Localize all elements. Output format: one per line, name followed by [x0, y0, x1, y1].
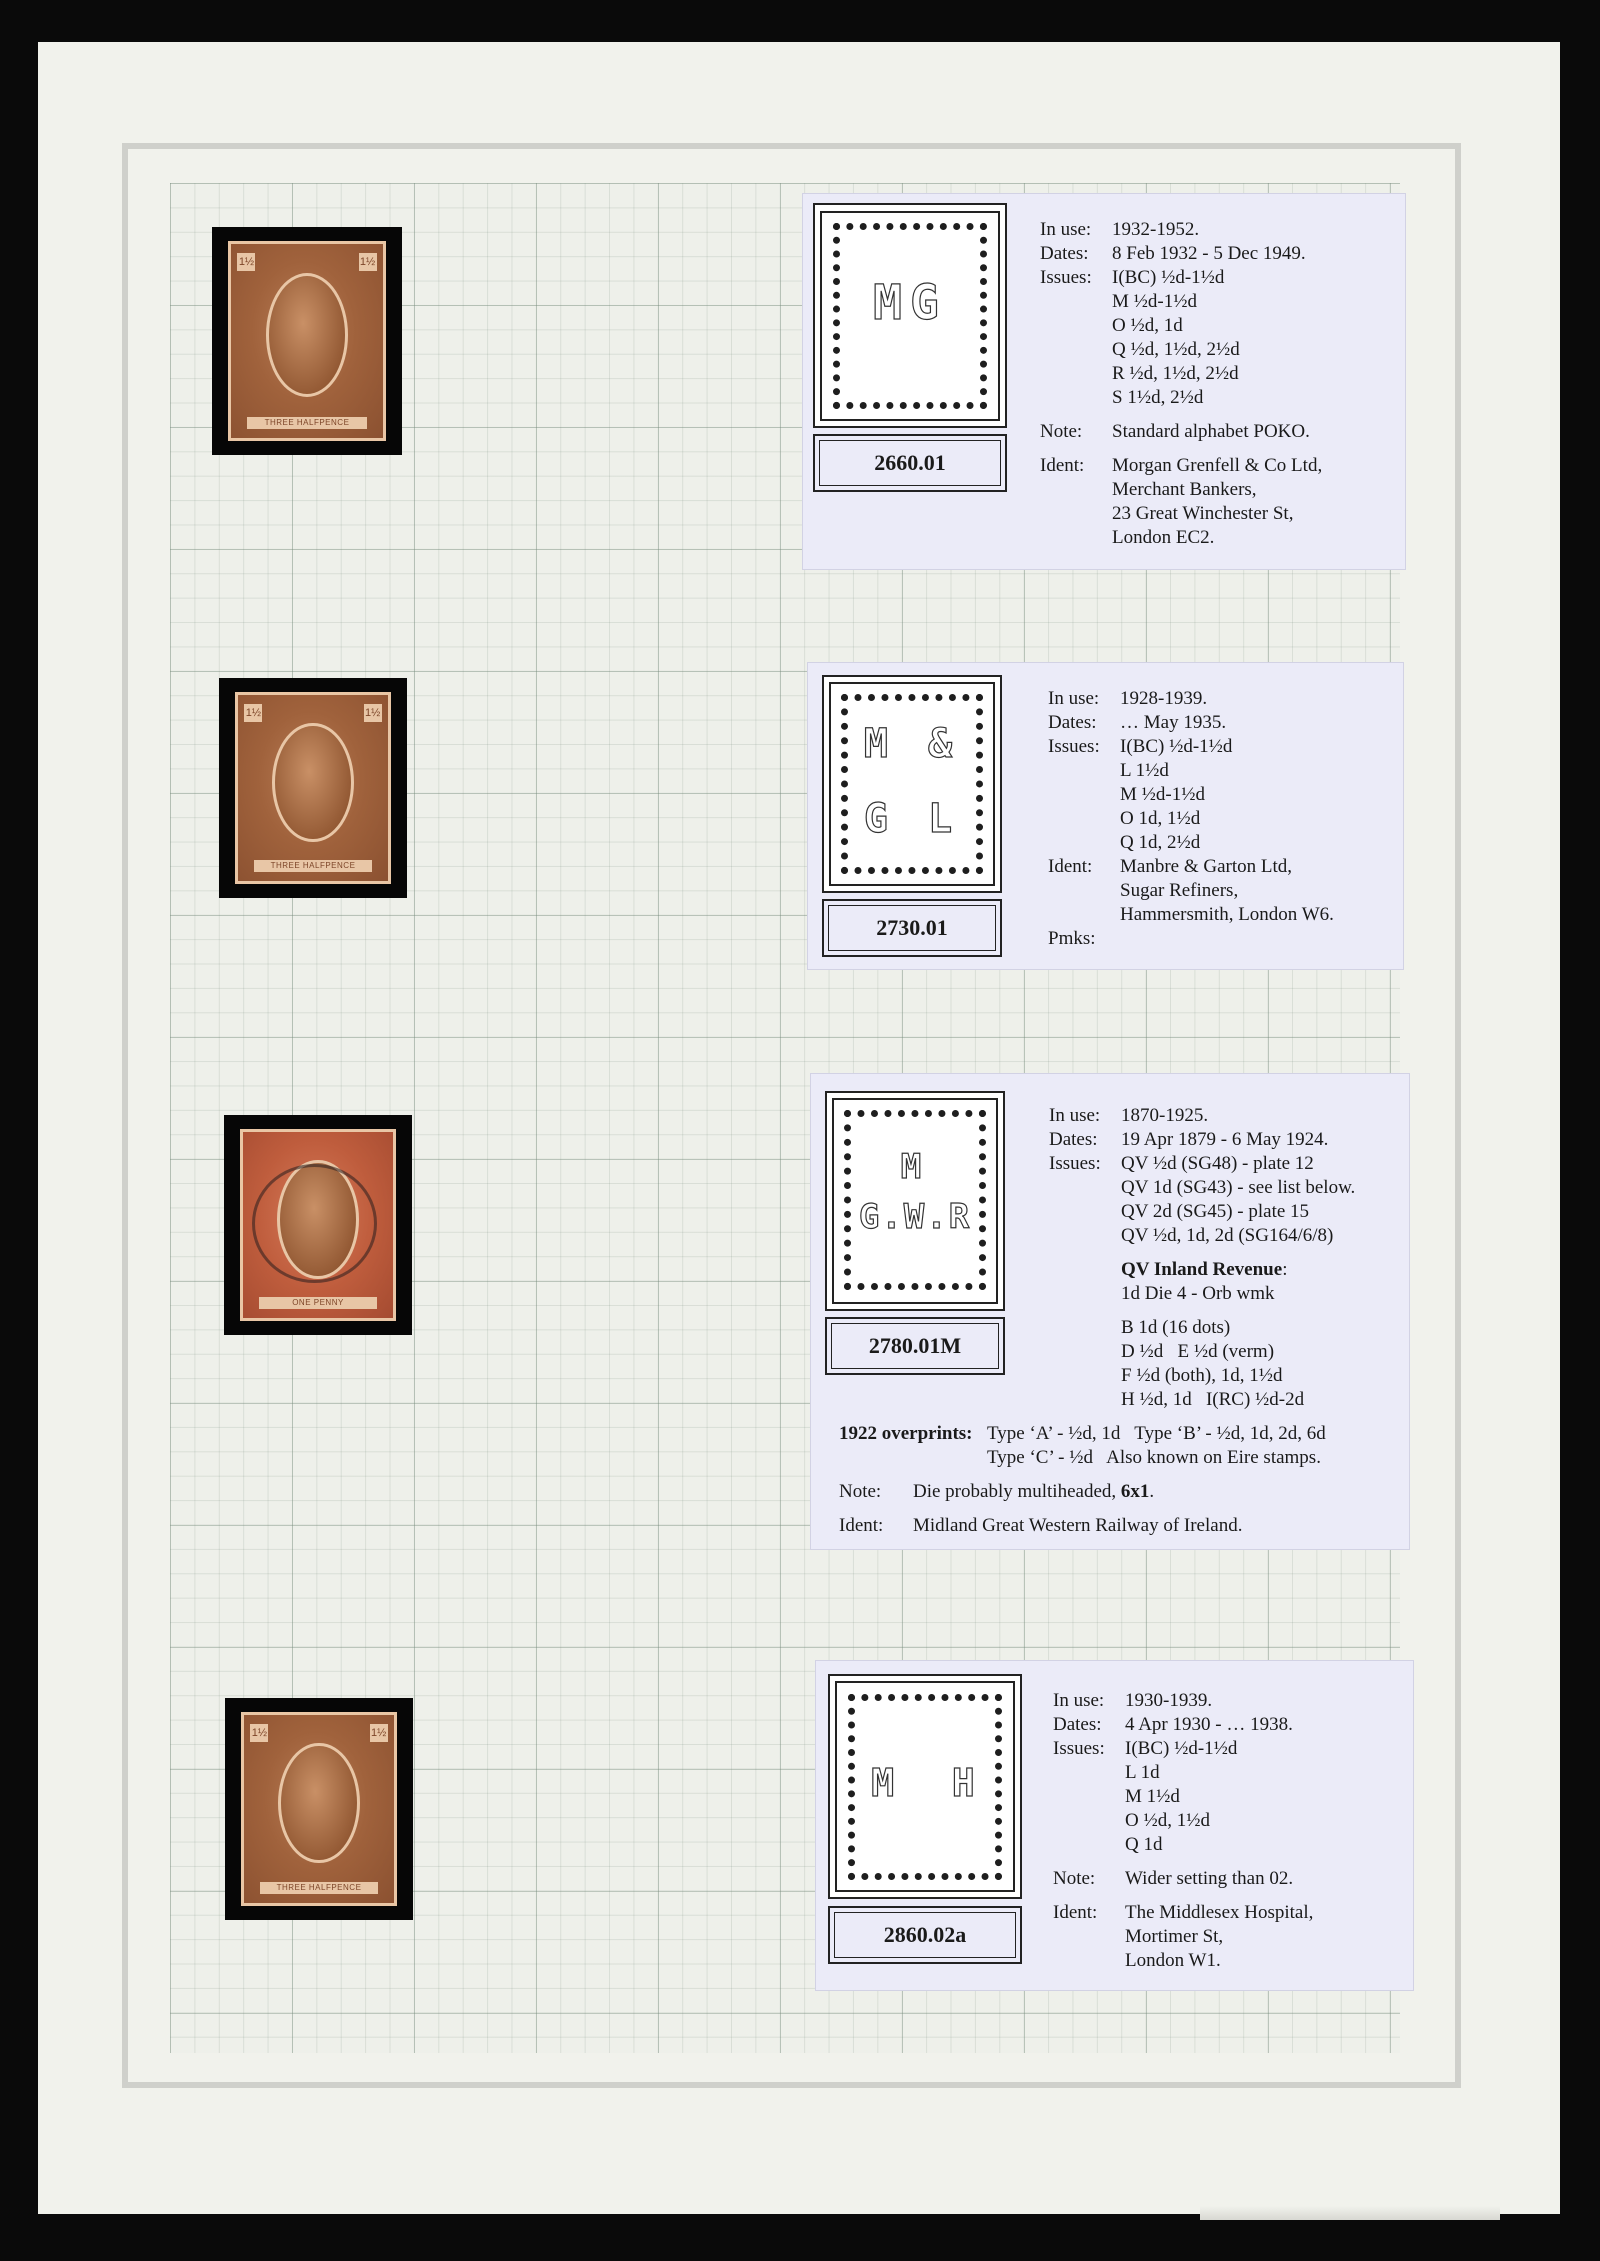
entry-details: [1048, 687, 1398, 951]
catalogue-number-box: [822, 899, 1002, 957]
detail-label: In use:: [1053, 1690, 1105, 1711]
detail-row: [1053, 1689, 1409, 1713]
note-bold: 6x1: [1120, 1481, 1150, 1502]
detail-value: 1930-1939.: [1125, 1690, 1213, 1711]
detail-label: Issues:: [1049, 1153, 1101, 1174]
detail-value: 8 Feb 1932 - 5 Dec 1949.: [1112, 243, 1306, 264]
detail-label: Ident:: [1040, 455, 1085, 476]
perfin-letters: M: [900, 1147, 930, 1187]
detail-row: [839, 1480, 1399, 1504]
detail-row: [1040, 242, 1400, 266]
revenue-colon: :: [1282, 1259, 1288, 1280]
revenue-list: B 1d (16 dots) D ½d E ½d (verm) F ½d (both), 1d, 1½d H ½d, 1d I(RC) ½d-2d: [1121, 1317, 1305, 1410]
stamp-value-right: 1½: [364, 704, 382, 722]
overprints-label: 1922 overprints:: [839, 1423, 973, 1444]
detail-row: [1048, 711, 1398, 735]
pattern-stamp-outline: [848, 1694, 1002, 1880]
stamp-mount: [212, 227, 402, 455]
detail-value: Midland Great Western Railway of Ireland.: [913, 1515, 1243, 1536]
detail-label: Note:: [1040, 421, 1083, 442]
perfin-letters: M H: [871, 1761, 979, 1805]
stamp-frame-label: THREE HALFPENCE: [260, 1882, 379, 1894]
detail-row: [1040, 218, 1400, 242]
detail-row: [1053, 1901, 1409, 1973]
stamp-frame-label: THREE HALFPENCE: [254, 860, 373, 872]
catalogue-number: 2660.01: [874, 450, 946, 475]
entry-details: [1040, 218, 1400, 550]
note-end: .: [1149, 1481, 1155, 1502]
detail-label: In use:: [1040, 219, 1092, 240]
pattern-stamp-outline: [833, 223, 987, 409]
detail-row: [1053, 1867, 1409, 1891]
detail-value: I(BC) ½d-1½d L 1½d M ½d-1½d O 1d, 1½d Q 1d, 2½d: [1120, 736, 1233, 853]
detail-label: Dates:: [1049, 1129, 1098, 1150]
revenue-block: [1121, 1258, 1405, 1306]
detail-label: Dates:: [1053, 1714, 1102, 1735]
detail-row: [1049, 1104, 1405, 1128]
detail-row: [1040, 454, 1400, 550]
detail-label: Ident:: [839, 1515, 884, 1536]
revenue-line: 1d Die 4 - Orb wmk: [1121, 1283, 1275, 1304]
catalogue-number-box: [825, 1317, 1005, 1375]
stamp-value-right: 1½: [359, 253, 377, 271]
detail-row: [1053, 1713, 1409, 1737]
detail-label: Note:: [839, 1481, 882, 1502]
detail-value: The Middlesex Hospital, Mortimer St, London W1.: [1125, 1902, 1314, 1971]
detail-row: [1048, 735, 1398, 855]
catalogue-number-box: [813, 434, 1007, 492]
detail-value: 19 Apr 1879 - 6 May 1924.: [1121, 1129, 1329, 1150]
overprints-section: [839, 1422, 1399, 1538]
catalogue-number: 2860.02a: [883, 1922, 967, 1947]
page-curl: [1200, 2206, 1500, 2220]
detail-label: Ident:: [1053, 1902, 1098, 1923]
detail-value: I(BC) ½d-1½d M ½d-1½d O ½d, 1d Q ½d, 1½d, 2½d R ½d, 1½d, 2½d S 1½d, 2½d: [1112, 267, 1240, 408]
note-text: Die probably multiheaded,: [913, 1481, 1121, 1502]
stamp-value-left: 1½: [244, 704, 262, 722]
detail-row: [1049, 1128, 1405, 1152]
detail-label: Issues:: [1048, 736, 1100, 757]
perfin-letters: G.W.R: [858, 1197, 972, 1237]
detail-value: Wider setting than 02.: [1125, 1868, 1294, 1889]
detail-value: [1120, 927, 1398, 951]
perfin-card: [807, 662, 1404, 970]
king-portrait: [266, 273, 348, 397]
stamp-frame-label: ONE PENNY: [259, 1297, 378, 1309]
detail-label: Note:: [1053, 1868, 1096, 1889]
stamp-frame-label: THREE HALFPENCE: [247, 417, 367, 429]
detail-row: [1048, 927, 1398, 951]
detail-row: [1049, 1258, 1405, 1306]
stamp: [228, 241, 386, 441]
pattern-stamp-outline: [844, 1110, 986, 1290]
catalogue-number: 2780.01M: [868, 1333, 962, 1358]
detail-label: Pmks:: [1048, 928, 1096, 949]
detail-value: … May 1935.: [1120, 712, 1227, 733]
detail-value: 1928-1939.: [1120, 688, 1208, 709]
stamp-mount: [224, 1115, 412, 1335]
revenue-heading: QV Inland Revenue: [1121, 1259, 1283, 1280]
perfin-letters: M &: [863, 721, 961, 767]
stamp: [235, 692, 391, 884]
detail-value: Standard alphabet POKO.: [1112, 421, 1310, 442]
catalogue-number: 2730.01: [876, 915, 948, 940]
detail-value: I(BC) ½d-1½d L 1d M 1½d O ½d, 1½d Q 1d: [1125, 1738, 1238, 1855]
stamp-value-right: 1½: [370, 1724, 388, 1742]
detail-row: [1049, 1152, 1405, 1248]
postmark: [252, 1164, 377, 1283]
detail-value: 4 Apr 1930 - … 1938.: [1125, 1714, 1293, 1735]
perfin-card: [815, 1660, 1414, 1991]
perfin-letters: MG: [873, 275, 947, 331]
detail-value: Morgan Grenfell & Co Ltd, Merchant Bankers, 23 Great Winchester St, London EC2.: [1112, 455, 1323, 548]
king-portrait: [278, 1743, 359, 1863]
perfin-card: [802, 193, 1406, 570]
detail-row: [1040, 420, 1400, 444]
detail-label: In use:: [1048, 688, 1100, 709]
detail-value: [913, 1480, 1399, 1504]
detail-label: Issues:: [1040, 267, 1092, 288]
detail-row: [1049, 1316, 1405, 1412]
overprints-text: Type ‘A’ - ½d, 1d Type ‘B’ - ½d, 1d, 2d, 6d Type ‘C’ - ½d Also known on Eire stamps.: [987, 1423, 1326, 1468]
detail-label: Issues:: [1053, 1738, 1105, 1759]
stamp: [241, 1712, 397, 1906]
detail-row: [839, 1422, 1399, 1470]
detail-row: [1048, 687, 1398, 711]
entry-details: [1049, 1104, 1405, 1412]
detail-value: 1932-1952.: [1112, 219, 1200, 240]
detail-value: 1870-1925.: [1121, 1105, 1209, 1126]
stamp-mount: [225, 1698, 413, 1920]
detail-label: Dates:: [1040, 243, 1089, 264]
detail-label: Ident:: [1048, 856, 1093, 877]
entry-details: [1053, 1689, 1409, 1973]
catalogue-number-box: [828, 1906, 1022, 1964]
king-portrait: [272, 723, 353, 842]
stamp: [240, 1129, 396, 1321]
detail-row: [1048, 855, 1398, 927]
detail-label: Dates:: [1048, 712, 1097, 733]
detail-value: QV ½d (SG48) - plate 12 QV 1d (SG43) - see list below. QV 2d (SG45) - plate 15 QV ½d, 1d, 2d (SG164/6/8): [1121, 1153, 1356, 1246]
pattern-stamp-outline: [841, 694, 983, 874]
stamp-mount: [219, 678, 407, 898]
perfin-letters: G L: [863, 796, 961, 842]
detail-row: [839, 1514, 1399, 1538]
perfin-card: [810, 1073, 1410, 1550]
detail-label: In use:: [1049, 1105, 1101, 1126]
stamp-value-left: 1½: [237, 253, 255, 271]
stamp-value-left: 1½: [250, 1724, 268, 1742]
detail-row: [1053, 1737, 1409, 1857]
detail-value: Manbre & Garton Ltd, Sugar Refiners, Hammersmith, London W6.: [1120, 856, 1334, 925]
detail-row: [1040, 266, 1400, 410]
